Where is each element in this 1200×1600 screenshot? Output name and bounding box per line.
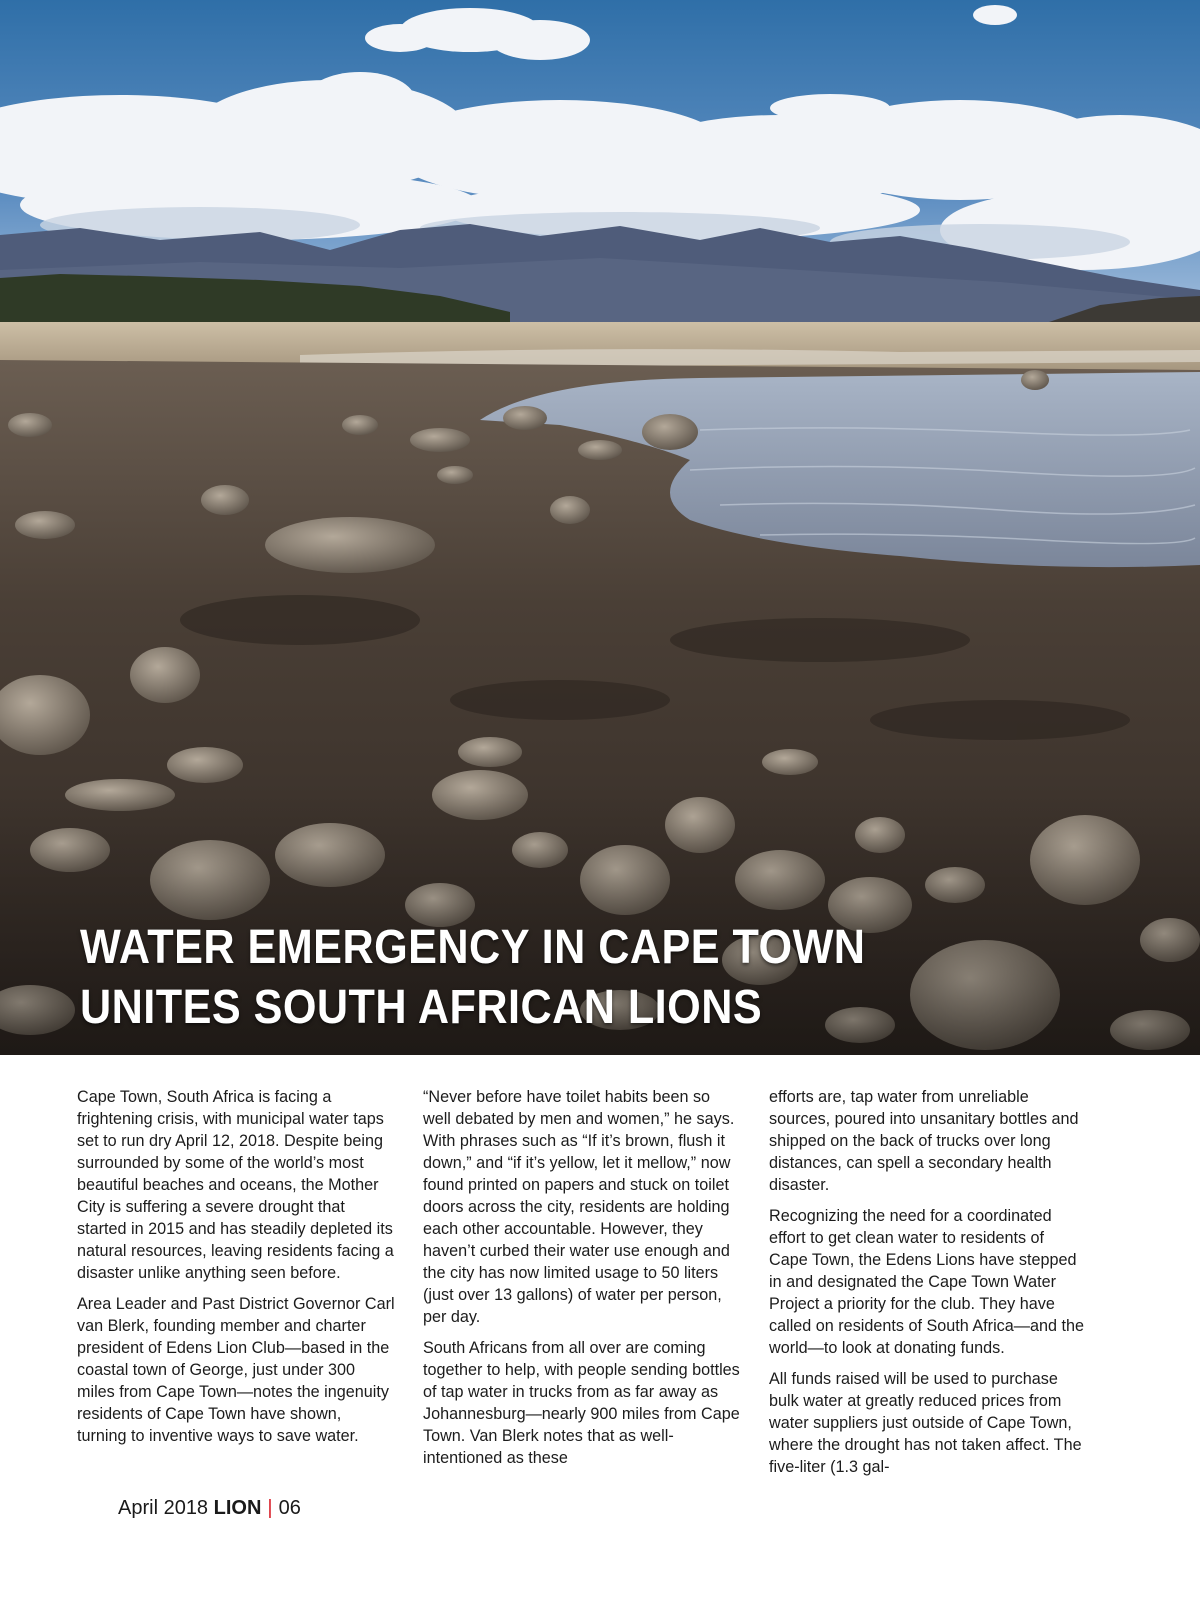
page-number: 06: [278, 1497, 301, 1519]
article-column-2: [423, 1086, 741, 1478]
paragraph: Cape Town, South Africa is facing a frightening crisis, with municipal water taps set to run dry April 12, 2018. Despite being surrounded by some of the world’s most beautiful beaches and oceans, the Mother City is suffering a severe drought that started in 2015 and has steadily depleted its natural resources, leaving residents facing a disaster unlike anything seen before.: [77, 1088, 394, 1282]
page-folio: [118, 1496, 301, 1520]
headline-line-1: WATER EMERGENCY IN CAPE TOWN: [80, 921, 866, 974]
headline-line-2: UNITES SOUTH AFRICAN LIONS: [80, 981, 763, 1034]
magazine-name: LION: [213, 1497, 262, 1519]
article-headline: [80, 918, 865, 1038]
paragraph: “Never before have toilet habits been so well debated by men and women,” he says. With phrases such as “If it’s brown, flush it down,” and “if it’s yellow, let it mellow,” now found printed on papers and stuck on toilet doors across the city, residents are holding each other accountable. However, they haven’t curbed their water use enough and the city has now limited usage to 50 liters (just over 13 gallons) of water per person, per day.: [423, 1088, 735, 1326]
article-column-3: [769, 1086, 1087, 1487]
folio-separator: |: [267, 1497, 273, 1519]
issue-date: April 2018: [118, 1497, 209, 1519]
article-column-1: [77, 1086, 395, 1456]
paragraph: South Africans from all over are coming together to help, with people sending bottles of tap water in trucks from as far away as Johannesburg—nearly 900 miles from Cape Town. Van Blerk notes that as well-intentioned as these: [423, 1339, 740, 1467]
paragraph: Recognizing the need for a coordinated effort to get clean water to residents of Cape Town, the Edens Lions have stepped in and designated the Cape Town Water Project a priority for the club. They have called on residents of South Africa—and the world—to look at donating funds.: [769, 1207, 1084, 1357]
paragraph: All funds raised will be used to purchase bulk water at greatly reduced prices from water suppliers just outside of Cape Town, where the drought has not taken affect. The five-liter (1.3 gal-: [769, 1370, 1082, 1476]
paragraph: efforts are, tap water from unreliable sources, poured into unsanitary bottles and shipped on the back of trucks over long distances, can spell a secondary health disaster.: [769, 1088, 1079, 1194]
paragraph: Area Leader and Past District Governor Carl van Blerk, founding member and charter president of Edens Lion Club—based in the coastal town of George, just under 300 miles from Cape Town—notes the ingenuity residents of Cape Town have shown, turning to inventive ways to save water.: [77, 1295, 395, 1445]
